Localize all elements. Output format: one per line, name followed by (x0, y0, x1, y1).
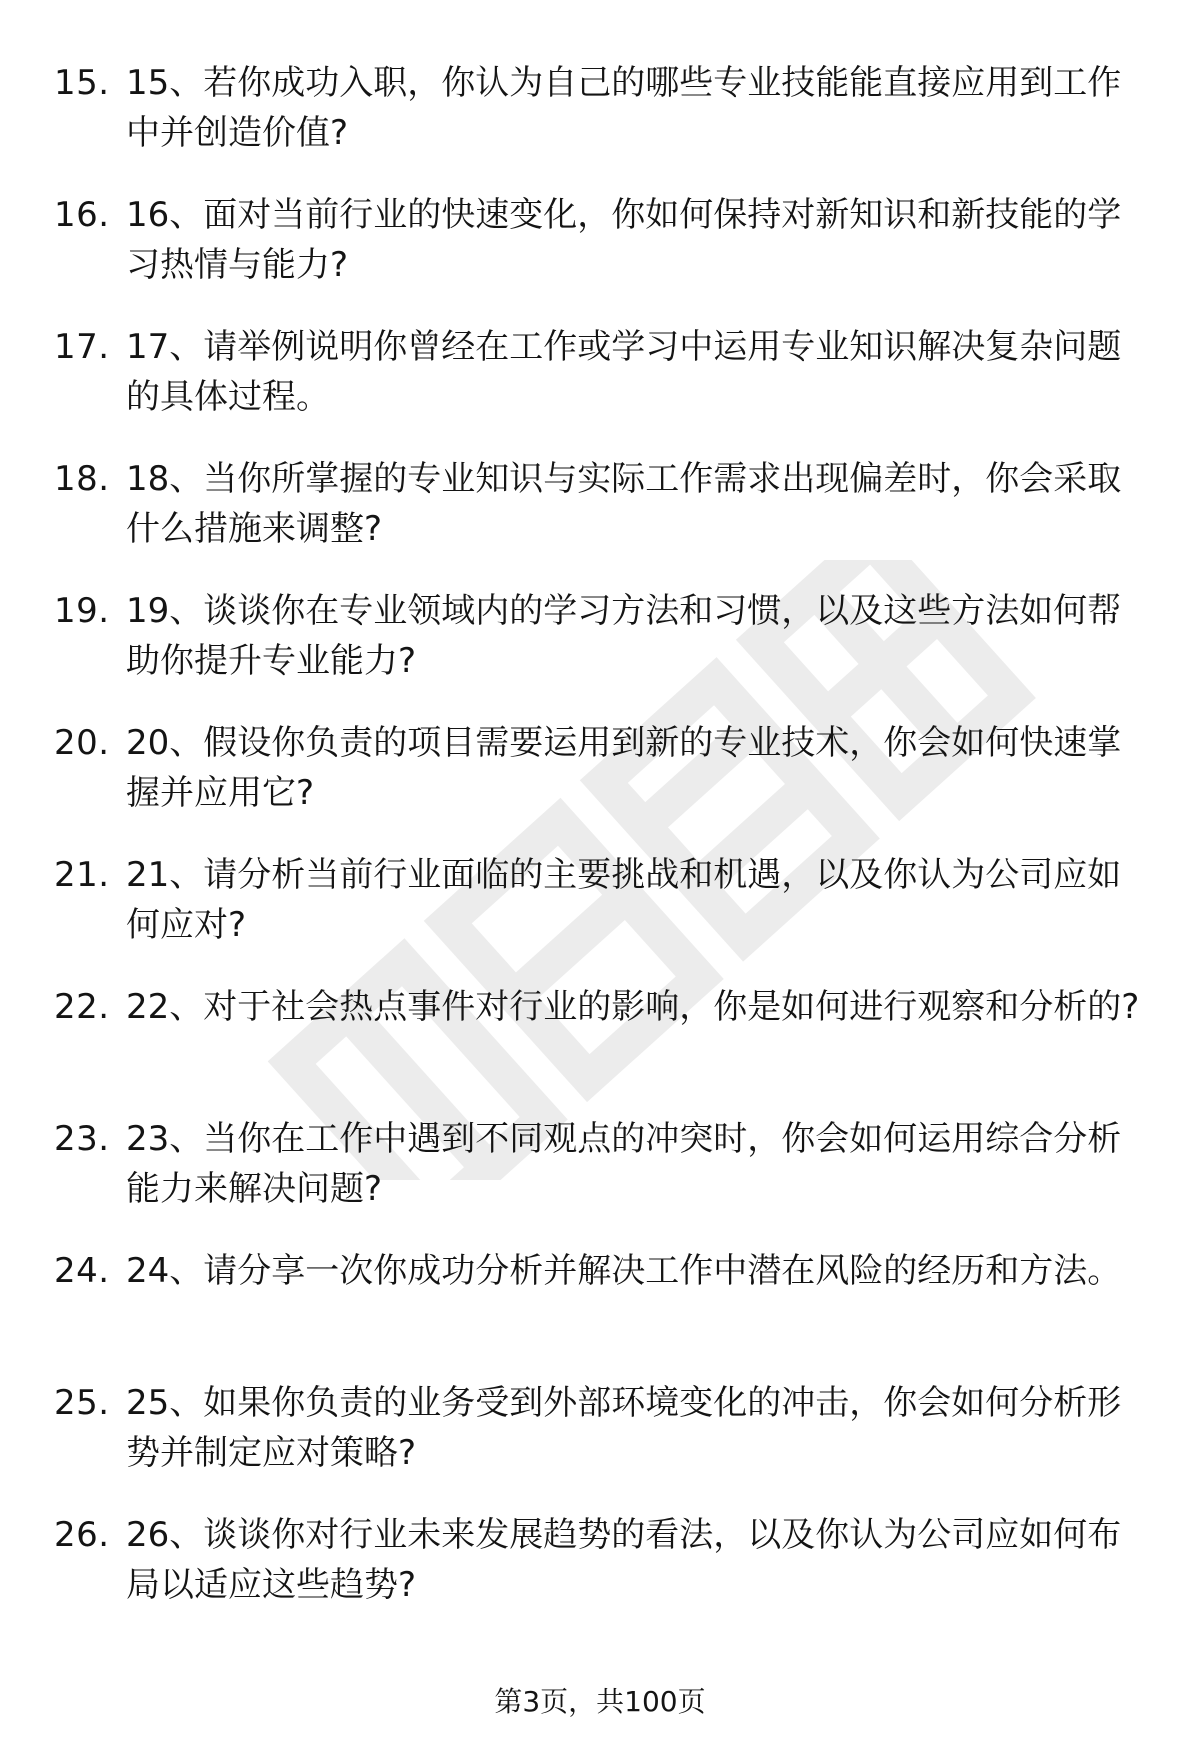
question-number: 22. (54, 987, 110, 1027)
question-number: 21. (54, 855, 110, 895)
question-text: 26、谈谈你对行业未来发展趋势的看法，以及你认为公司应如何布局以适应这些趋势? (126, 1515, 1122, 1605)
question-item (54, 1378, 1144, 1510)
question-number: 26. (54, 1515, 110, 1555)
question-number: 18. (54, 459, 110, 499)
question-text: 23、当你在工作中遇到不同观点的冲突时，你会如何运用综合分析能力来解决问题? (126, 1119, 1122, 1209)
question-item (54, 454, 1144, 586)
page-footer (0, 1682, 1200, 1722)
question-text: 24、请分享一次你成功分析并解决工作中潜在风险的经历和方法。 (126, 1251, 1122, 1291)
question-text: 20、假设你负责的项目需要运用到新的专业技术，你会如何快速掌握并应用它? (126, 723, 1122, 813)
question-item (54, 1510, 1144, 1642)
question-number: 16. (54, 195, 110, 235)
question-text: 18、当你所掌握的专业知识与实际工作需求出现偏差时，你会采取什么措施来调整? (126, 459, 1122, 549)
question-list (54, 58, 1144, 1642)
question-text: 16、面对当前行业的快速变化，你如何保持对新知识和新技能的学习热情与能力? (126, 195, 1122, 285)
question-text: 15、若你成功入职，你认为自己的哪些专业技能能直接应用到工作中并创造价值? (126, 63, 1122, 153)
question-item (54, 1246, 1144, 1378)
question-item (54, 850, 1144, 982)
question-text: 19、谈谈你在专业领域内的学习方法和习惯，以及这些方法如何帮助你提升专业能力? (126, 591, 1122, 681)
question-number: 19. (54, 591, 110, 631)
question-item (54, 1114, 1144, 1246)
question-item (54, 190, 1144, 322)
question-number: 24. (54, 1251, 110, 1291)
page-number-label: 第3页，共100页 (494, 1685, 706, 1718)
question-number: 25. (54, 1383, 110, 1423)
question-item (54, 586, 1144, 718)
question-item (54, 58, 1144, 190)
question-text: 21、请分析当前行业面临的主要挑战和机遇，以及你认为公司应如何应对? (126, 855, 1122, 945)
question-text: 25、如果你负责的业务受到外部环境变化的冲击，你会如何分析形势并制定应对策略? (126, 1383, 1122, 1473)
question-number: 17. (54, 327, 110, 367)
question-item (54, 982, 1144, 1114)
question-item (54, 322, 1144, 454)
question-number: 23. (54, 1119, 110, 1159)
question-number: 20. (54, 723, 110, 763)
question-text: 22、对于社会热点事件对行业的影响，你是如何进行观察和分析的? (126, 987, 1140, 1027)
question-text: 17、请举例说明你曾经在工作或学习中运用专业知识解决复杂问题的具体过程。 (126, 327, 1122, 417)
question-item (54, 718, 1144, 850)
question-number: 15. (54, 63, 110, 103)
